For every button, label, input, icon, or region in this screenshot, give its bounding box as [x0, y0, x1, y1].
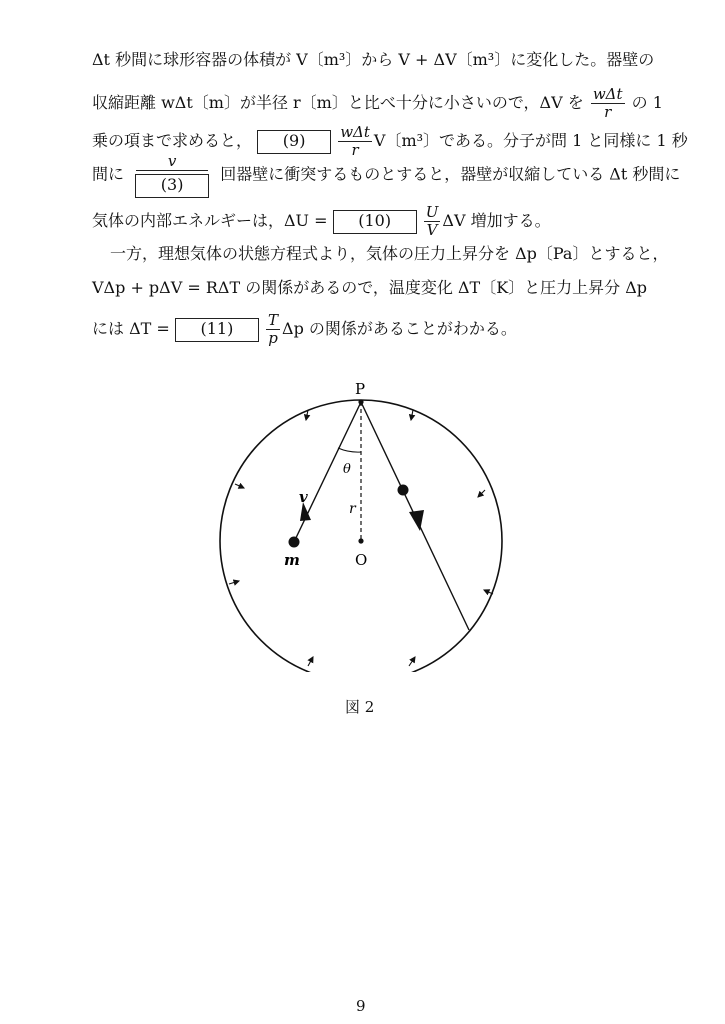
molecule-outgoing — [398, 485, 409, 496]
label-r: r — [349, 501, 356, 517]
para2-line1: 一方，理想気体の状態方程式より，気体の圧力上昇分を Δp〔Pa〕とすると， — [110, 244, 669, 263]
page-number: 9 — [356, 997, 366, 1015]
fraction-w-dt-over-r-2: $\frac{\text{wΔt}}{r}$ — [340, 123, 370, 159]
label-v: v — [299, 488, 308, 506]
fraction-u-over-v: $\frac{U}{V}$ — [425, 203, 439, 239]
point-o — [358, 538, 363, 543]
answer-box-11: (11) — [175, 318, 259, 342]
para2-line2: VΔp + pΔV = RΔT の関係があるので，温度変化 ΔT〔K〕と圧力上昇分 Δp — [92, 278, 648, 297]
answer-box-3: (3) — [135, 174, 209, 198]
para1-line2: 収縮距離 wΔt〔m〕が半径 r〔m〕と比べ十分に小さいので，ΔV を $\frac{\text{wΔt}}{r}$ の 1 — [92, 85, 663, 121]
label-theta: θ — [343, 462, 351, 477]
theta-arc — [338, 448, 361, 452]
fraction-v-over-box-3: $\frac{v}{(3)}$ — [135, 152, 209, 198]
label-o: O — [355, 551, 368, 569]
point-p — [358, 399, 363, 404]
para1-line1: Δt 秒間に球形容器の体積が V〔m³〕から V + ΔV〔m³〕に変化した。器壁の — [92, 50, 655, 69]
incoming-path-line — [294, 402, 361, 542]
para1-line4: 間に $\frac{v}{(3)}$ 回器壁に衝突するものとすると，器壁が収縮している Δt 秒間に — [92, 152, 680, 198]
answer-box-9: (9) — [257, 130, 331, 154]
fraction-t-over-p: $\frac{T}{p}$ — [268, 311, 279, 347]
figure-caption: 図 2 — [345, 698, 375, 716]
fraction-w-dt-over-r: $\frac{\text{wΔt}}{r}$ — [592, 85, 623, 121]
figure-2-spherical-container — [210, 372, 520, 672]
label-m: m — [284, 551, 300, 569]
para1-line3: 乗の項まで求めると， (9) $\frac{\text{wΔt}}{r}$ V〔m³〕である。分子が問 1 と同様に 1 秒 — [92, 123, 688, 159]
label-p: P — [355, 380, 366, 398]
para1-line5: 気体の内部エネルギーは，ΔU = (10) $\frac{U}{V}$ ΔV 増加する。 — [92, 203, 551, 239]
answer-box-10: (10) — [333, 210, 417, 234]
molecule-incoming — [289, 537, 300, 548]
velocity-arrow-outgoing — [409, 510, 424, 531]
para2-line3: には ΔT = (11) $\frac{T}{p}$ Δp の関係があることがわかる。 — [92, 311, 517, 347]
